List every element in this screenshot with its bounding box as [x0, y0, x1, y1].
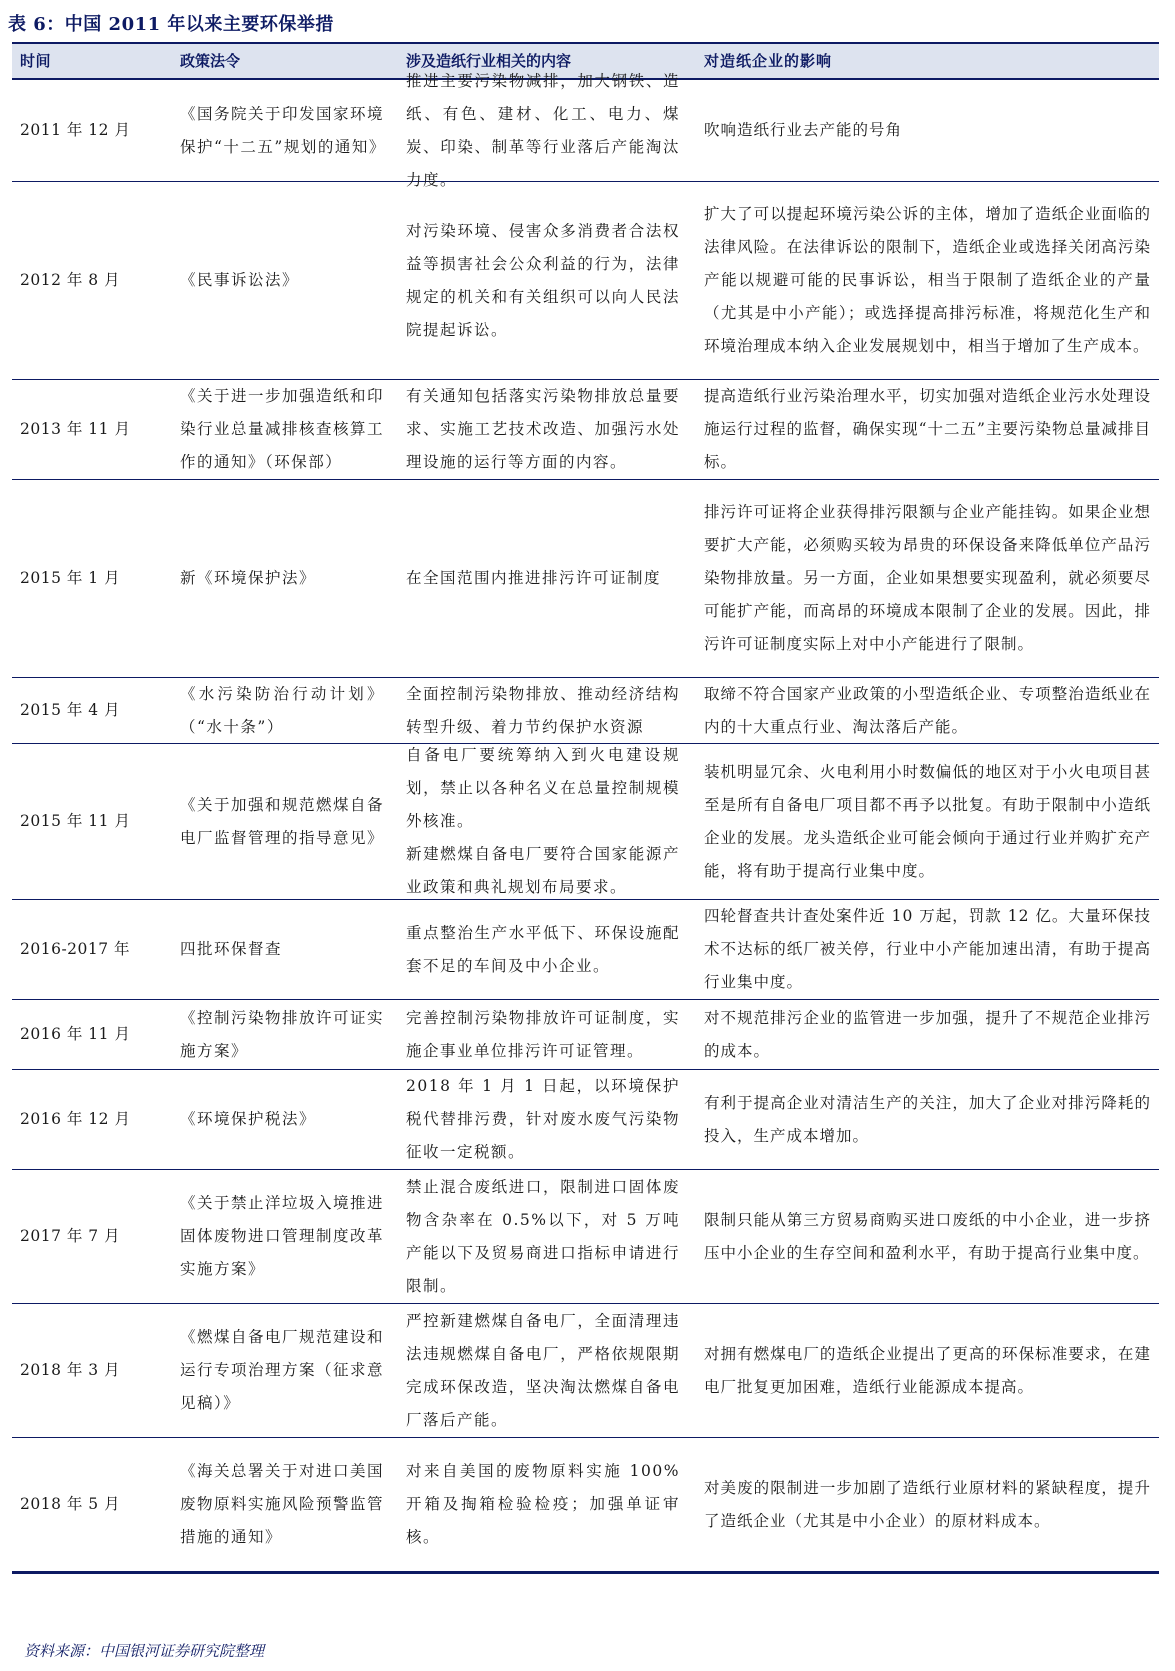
content-paragraph: 全面控制污染物排放、推动经济结构转型升级、着力节约保护水资源 — [406, 684, 680, 736]
cell-policy — [166, 1070, 392, 1169]
policy-text: 新《环境保护法》 — [180, 569, 317, 587]
content-paragraph: 严控新建燃煤自备电厂，全面清理违法违规燃煤自备电厂，严格依规限期完成环保改造，坚决淘汰燃煤自备电厂落后产能。 — [406, 1311, 680, 1429]
cell-time — [12, 678, 166, 743]
table-row — [12, 182, 1159, 380]
time-text: 2013 年 11 月 — [20, 420, 131, 438]
policy-text: 《民事诉讼法》 — [180, 271, 300, 289]
cell-time — [12, 480, 166, 677]
cell-impact — [690, 380, 1159, 479]
cell-policy — [166, 1304, 392, 1437]
content-paragraph: 推进主要污染物减排，加大钢铁、造纸、有色、建材、化工、电力、煤炭、印染、制革等行业落后产能淘汰力度。 — [406, 71, 680, 189]
content-wrap — [406, 1002, 680, 1068]
cell-content — [392, 71, 690, 189]
cell-time — [12, 1000, 166, 1069]
cell-impact — [690, 80, 1159, 181]
cell-content — [392, 1170, 690, 1303]
cell-time — [12, 1070, 166, 1169]
time-text: 2016 年 11 月 — [20, 1025, 131, 1043]
table-row — [12, 1070, 1159, 1170]
cell-content — [392, 380, 690, 479]
source-note: 资料来源：中国银河证券研究院整理 — [24, 1642, 265, 1660]
impact-text: 限制只能从第三方贸易商购买进口废纸的中小企业，进一步挤压中小企业的生存空间和盈利水平，有助于提高行业集中度。 — [704, 1210, 1151, 1262]
cell-content — [392, 744, 690, 899]
content-wrap — [406, 739, 680, 904]
cell-policy — [166, 678, 392, 743]
content-wrap — [406, 1305, 680, 1437]
content-paragraph: 重点整治生产水平低下、环保设施配套不足的车间及中小企业。 — [406, 923, 680, 975]
content-wrap — [406, 1171, 680, 1303]
content-wrap — [406, 65, 680, 197]
content-wrap — [406, 1070, 680, 1169]
content-paragraph: 对污染环境、侵害众多消费者合法权益等损害社会公众利益的行为，法律规定的机关和有关组织可以向人民法院提起诉讼。 — [406, 221, 680, 339]
cell-content — [392, 182, 690, 379]
impact-text: 对不规范排污企业的监管进一步加强，提升了不规范企业排污的成本。 — [704, 1008, 1151, 1060]
cell-content — [392, 480, 690, 677]
table-row — [12, 380, 1159, 480]
content-wrap — [406, 1455, 680, 1554]
header-time: 时间 — [20, 52, 52, 70]
cell-impact — [690, 678, 1159, 743]
cell-impact — [690, 1304, 1159, 1437]
policy-text: 《环境保护税法》 — [180, 1110, 317, 1128]
content-paragraph: 禁止混合废纸进口，限制进口固体废物含杂率在 0.5%以下，对 5 万吨产能以下及贸易商进口指标申请进行限制。 — [406, 1177, 680, 1295]
policy-text: 《控制污染物排放许可证实施方案》 — [180, 1008, 385, 1060]
policy-text: 《国务院关于印发国家环境保护“十二五”规划的通知》 — [180, 104, 386, 156]
cell-content — [392, 678, 690, 743]
time-text: 2017 年 7 月 — [20, 1227, 121, 1245]
content-wrap — [406, 215, 680, 347]
cell-time — [12, 1170, 166, 1303]
time-text: 2016-2017 年 — [20, 940, 131, 958]
table-row — [12, 1438, 1159, 1571]
table-row — [12, 900, 1159, 1000]
header-content: 涉及造纸行业相关的内容 — [406, 52, 572, 70]
policy-text: 《关于禁止洋垃圾入境推进固体废物进口管理制度改革实施方案》 — [180, 1194, 385, 1278]
cell-policy — [166, 1170, 392, 1303]
time-text: 2012 年 8 月 — [20, 271, 121, 289]
cell-impact — [690, 900, 1159, 999]
cell-policy — [166, 1000, 392, 1069]
cell-policy — [166, 900, 392, 999]
time-text: 2015 年 11 月 — [20, 812, 131, 830]
time-text: 2018 年 5 月 — [20, 1495, 121, 1513]
impact-text: 取缔不符合国家产业政策的小型造纸企业、专项整治造纸业在内的十大重点行业、淘汰落后产能。 — [704, 684, 1151, 736]
cell-time — [12, 182, 166, 379]
cell-time — [12, 744, 166, 899]
time-text: 2018 年 3 月 — [20, 1361, 121, 1379]
content-wrap — [406, 917, 680, 983]
policy-text: 《关于进一步加强造纸和印染行业总量减排核查核算工作的通知》（环保部） — [180, 387, 385, 471]
cell-policy — [166, 480, 392, 677]
content-paragraph: 新建燃煤自备电厂要符合国家能源产业政策和典礼规划布局要求。 — [406, 845, 680, 896]
content-paragraph: 2018 年 1 月 1 日起，以环境保护税代替排污费，针对废水废气污染物征收一定税额。 — [406, 1077, 680, 1161]
policy-text: 《水污染防治行动计划》（“水十条”） — [180, 684, 384, 736]
table-body — [12, 71, 1159, 1571]
cell-time — [12, 80, 166, 181]
cell-time — [12, 380, 166, 479]
cell-policy — [166, 744, 392, 899]
impact-text: 对美废的限制进一步加剧了造纸行业原材料的紧缺程度，提升了造纸企业（尤其是中小企业）的原材料成本。 — [704, 1478, 1151, 1530]
impact-text: 装机明显冗余、火电利用小时数偏低的地区对于小火电项目甚至是所有自备电厂项目都不再予以批复。有助于限制中小造纸企业的发展。龙头造纸企业可能会倾向于通过行业并购扩充产能，将有助于提高行业集中度。 — [704, 762, 1151, 880]
cell-impact — [690, 1000, 1159, 1069]
content-paragraph: 有关通知包括落实污染物排放总量要求、实施工艺技术改造、加强污水处理设施的运行等方面的内容。 — [406, 387, 680, 471]
table-row — [12, 1000, 1159, 1070]
content-wrap — [406, 380, 680, 479]
table-row — [12, 71, 1159, 189]
policy-text: 《燃煤自备电厂规范建设和运行专项治理方案（征求意见稿）》 — [180, 1328, 385, 1412]
time-text: 2015 年 4 月 — [20, 701, 121, 719]
content-wrap — [406, 562, 661, 595]
table-row — [12, 744, 1159, 900]
content-paragraph: 自备电厂要统筹纳入到火电建设规划，禁止以各种名义在总量控制规模外核准。 — [406, 746, 680, 830]
cell-policy — [166, 1438, 392, 1571]
time-text: 2011 年 12 月 — [20, 121, 131, 139]
cell-policy — [166, 182, 392, 379]
cell-content — [392, 1000, 690, 1069]
content-paragraph: 完善控制污染物排放许可证制度，实施企事业单位排污许可证管理。 — [406, 1008, 680, 1060]
cell-policy — [166, 380, 392, 479]
time-text: 2016 年 12 月 — [20, 1110, 131, 1128]
impact-text: 四轮督查共计查处案件近 10 万起，罚款 12 亿。大量环保技术不达标的纸厂被关停，行业中小产能加速出清，有助于提高行业集中度。 — [704, 907, 1151, 991]
cell-impact — [690, 1438, 1159, 1571]
policy-table — [12, 42, 1159, 1574]
content-paragraph: 在全国范围内推进排污许可证制度 — [406, 569, 662, 587]
impact-text: 提高造纸行业污染治理水平，切实加强对造纸企业污水处理设施运行过程的监督，确保实现“十二五”主要污染物总量减排目标。 — [704, 387, 1151, 471]
cell-impact — [690, 480, 1159, 677]
impact-text: 有利于提高企业对清洁生产的关注，加大了企业对排污降耗的投入，生产成本增加。 — [704, 1093, 1151, 1145]
table-row — [12, 1304, 1159, 1438]
table-row — [12, 1170, 1159, 1304]
policy-text: 《关于加强和规范燃煤自备电厂监督管理的指导意见》 — [180, 795, 385, 847]
cell-content — [392, 900, 690, 999]
cell-content — [392, 1304, 690, 1437]
impact-text: 对拥有燃煤电厂的造纸企业提出了更高的环保标准要求，在建电厂批复更加困难，造纸行业能源成本提高。 — [704, 1344, 1151, 1396]
cell-impact — [690, 744, 1159, 899]
content-wrap — [406, 678, 680, 744]
policy-text: 四批环保督查 — [180, 940, 283, 958]
impact-text: 排污许可证将企业获得排污限额与企业产能挂钩。如果企业想要扩大产能，必须购买较为昂贵的环保设备来降低单位产品污染物排放量。另一方面，企业如果想要实现盈利，就必须要尽可能扩产能，而高昂的环境成本限制了企业的发展。因此，排污许可证制度实际上对中小产能进行了限制。 — [704, 503, 1151, 653]
table-row — [12, 678, 1159, 744]
header-policy: 政策法令 — [180, 52, 241, 70]
content-paragraph: 对来自美国的废物原料实施 100%开箱及掏箱检验检疫；加强单证审核。 — [406, 1462, 680, 1546]
cell-time — [12, 1438, 166, 1571]
impact-text: 吹响造纸行业去产能的号角 — [704, 121, 903, 139]
table-title: 表 6：中国 2011 年以来主要环保举措 — [8, 14, 334, 35]
cell-time — [12, 1304, 166, 1437]
cell-time — [12, 900, 166, 999]
cell-policy — [166, 80, 392, 181]
cell-impact — [690, 182, 1159, 379]
cell-content — [392, 1070, 690, 1169]
header-impact: 对造纸企业的影响 — [704, 52, 833, 70]
cell-impact — [690, 1070, 1159, 1169]
policy-text: 《海关总署关于对进口美国废物原料实施风险预警监管措施的通知》 — [180, 1462, 385, 1546]
impact-text: 扩大了可以提起环境污染公诉的主体，增加了造纸企业面临的法律风险。在法律诉讼的限制下，造纸企业或选择关闭高污染产能以规避可能的民事诉讼，相当于限制了造纸企业的产量（尤其是中小产能）；或选择提高排污标准，将规范化生产和环境治理成本纳入企业发展规划中，相当于增加了生产成本。 — [704, 205, 1151, 355]
cell-impact — [690, 1170, 1159, 1303]
table-row — [12, 480, 1159, 678]
cell-content — [392, 1438, 690, 1571]
time-text: 2015 年 1 月 — [20, 569, 121, 587]
